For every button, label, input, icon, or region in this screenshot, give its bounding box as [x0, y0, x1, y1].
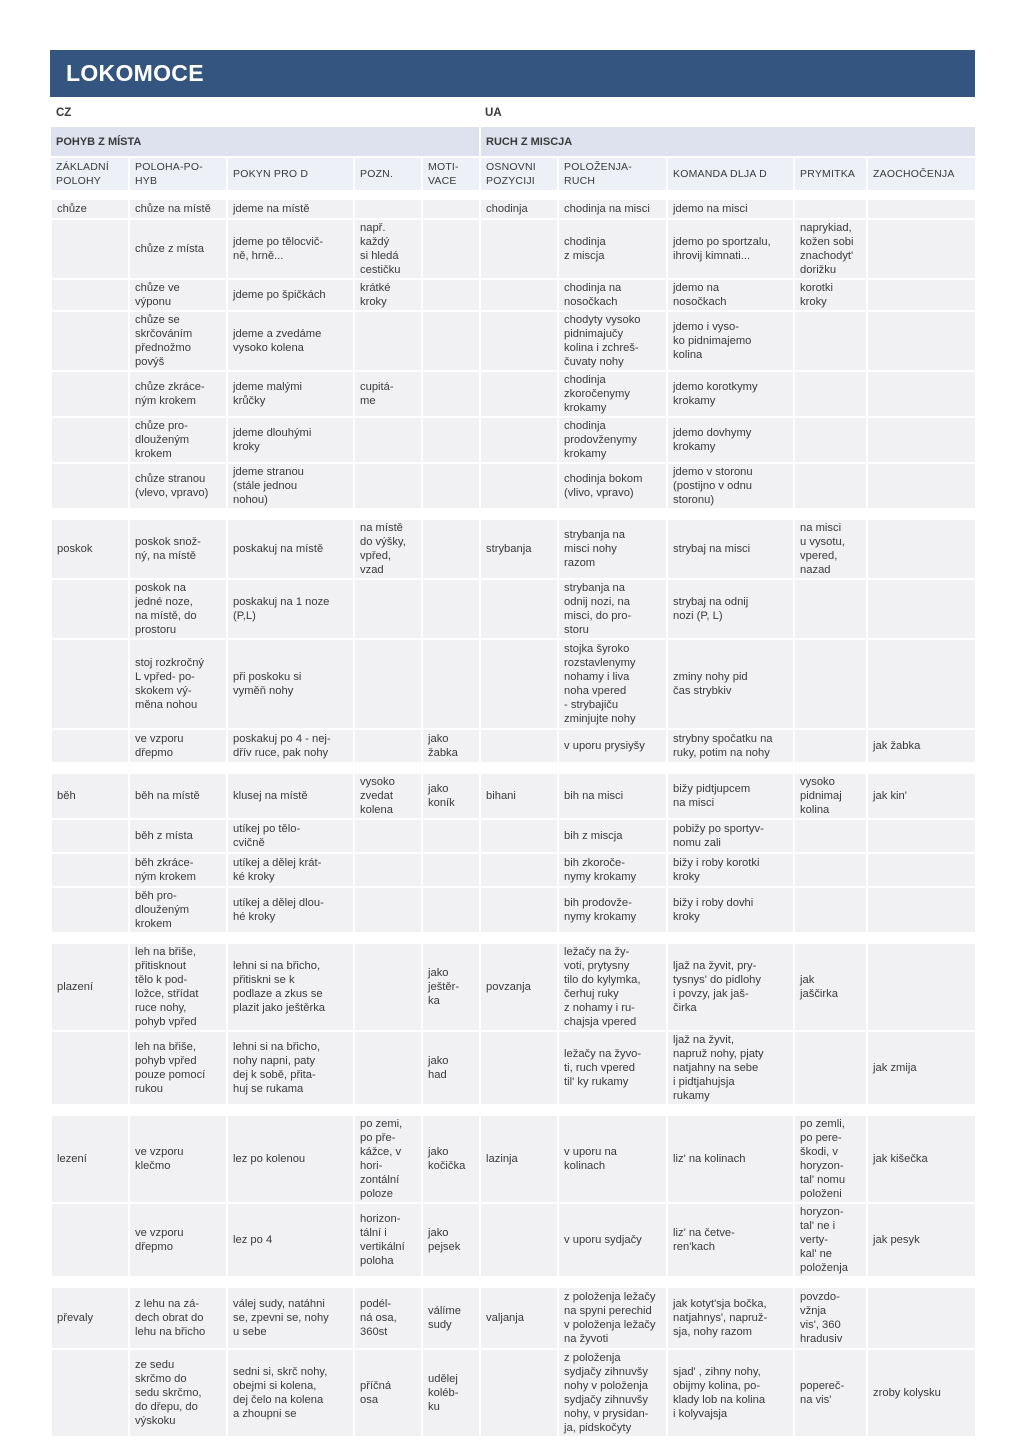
table-cell	[867, 219, 976, 279]
table-cell: ve vzporu dřepmo	[129, 729, 227, 763]
group-gap-cell	[51, 763, 976, 773]
table-cell	[867, 417, 976, 463]
table-cell	[480, 729, 558, 763]
table-cell: leh na břiše, pohyb vpřed pouze pomocí rukou	[129, 1031, 227, 1105]
table-cell: utíkej a dělej dlou- hé kroky	[227, 887, 354, 933]
table-cell: jak kotyt'sja bočka, natjahnys', napruž- sja, nohy razom	[667, 1287, 794, 1349]
table-row	[51, 819, 976, 853]
group-gap	[51, 763, 976, 773]
table-cell: chůze na místě	[129, 199, 227, 219]
table-cell	[422, 199, 480, 219]
table-row	[51, 943, 976, 1031]
table-cell: poskakuj na 1 noze (P,L)	[227, 579, 354, 639]
table-cell	[867, 943, 976, 1031]
table-cell	[51, 887, 129, 933]
table-cell	[794, 1031, 867, 1105]
table-cell: ze sedu skrčmo do sedu skrčmo, do dřepu, do výskoku	[129, 1349, 227, 1437]
table-cell: jdemo po sportzalu, ihrovij kimnati...	[667, 219, 794, 279]
table-cell: jdeme po špičkách	[227, 279, 354, 311]
table-cell	[480, 639, 558, 729]
table-cell: ljaž na žyvit, pry- tysnys' do pidlohy i povzy, jak jaš- čirka	[667, 943, 794, 1031]
table-row	[51, 773, 976, 819]
column-header-row	[51, 157, 976, 190]
table-cell	[480, 219, 558, 279]
table-cell	[867, 463, 976, 509]
table-cell	[422, 639, 480, 729]
table-row	[51, 1115, 976, 1203]
table-cell: chodinja bokom (vlivo, vpravo)	[558, 463, 667, 509]
table-cell: jak žabka	[867, 729, 976, 763]
table-cell: horyzon- tal' ne i verty- kal' ne položenja	[794, 1203, 867, 1277]
table-cell	[867, 819, 976, 853]
table-cell: v uporu na kolinach	[558, 1115, 667, 1203]
table-cell: běh na místě	[129, 773, 227, 819]
table-cell	[354, 819, 422, 853]
table-cell	[354, 729, 422, 763]
group-gap	[51, 1105, 976, 1115]
table-cell: horizon- tální i vertikální poloha	[354, 1203, 422, 1277]
table-cell: válej sudy, natáhni se, zpevni se, nohy u sebe	[227, 1287, 354, 1349]
table-cell: podél- ná osa, 360st	[354, 1287, 422, 1349]
table-cell: po zemli, po pere- škodi, v horyzon- tal' nomu položeni	[794, 1115, 867, 1203]
table-cell: lazinja	[480, 1115, 558, 1203]
table-cell: jak kin'	[867, 773, 976, 819]
table-cell: běh zkráce- ným krokem	[129, 853, 227, 887]
column-header: ZAOCHOČENJA	[867, 157, 976, 190]
table-row	[51, 519, 976, 579]
table-cell: naprykiad, kožen sobi znachodyt' dorižku	[794, 219, 867, 279]
table-cell: jdemo i vyso- ko pidnimajemo kolina	[667, 311, 794, 371]
table-cell: jdeme malými krůčky	[227, 371, 354, 417]
table-cell: leh na břiše, přitisknout tělo k pod- ložce, střídat ruce nohy, pohyb vpřed	[129, 943, 227, 1031]
table-cell: chůze se skrčováním přednožmo povýš	[129, 311, 227, 371]
column-header: KOMANDA DLJA D	[667, 157, 794, 190]
table-cell: válíme sudy	[422, 1287, 480, 1349]
section-ua: RUCH Z MISCJA	[480, 127, 976, 157]
table-cell	[480, 417, 558, 463]
table-cell	[354, 463, 422, 509]
table-cell	[480, 887, 558, 933]
table-cell: chůze ve výponu	[129, 279, 227, 311]
table-cell	[354, 417, 422, 463]
group-gap	[51, 509, 976, 519]
table-cell: popereč- na vis'	[794, 1349, 867, 1437]
table-cell	[51, 311, 129, 371]
table-cell	[867, 371, 976, 417]
table-cell: po zemi, po pře- kážce, v hori- zontální poloze	[354, 1115, 422, 1203]
table-cell: chůze z místa	[129, 219, 227, 279]
table-cell	[51, 1203, 129, 1277]
table-cell: chůze pro- dlouženým krokem	[129, 417, 227, 463]
table-cell: bih z miscja	[558, 819, 667, 853]
table-row	[51, 887, 976, 933]
table-cell: chůze	[51, 199, 129, 219]
table-cell: plazení	[51, 943, 129, 1031]
table-cell	[794, 463, 867, 509]
table-cell	[51, 819, 129, 853]
table-cell: ve vzporu dřepmo	[129, 1203, 227, 1277]
table-row	[51, 1287, 976, 1349]
table-cell	[794, 639, 867, 729]
table-row	[51, 279, 976, 311]
table-cell	[480, 463, 558, 509]
table-cell	[867, 1287, 976, 1349]
table-cell	[51, 1349, 129, 1437]
table-cell	[51, 371, 129, 417]
table-cell: povzanja	[480, 943, 558, 1031]
table-cell	[51, 417, 129, 463]
table-cell	[422, 371, 480, 417]
group-gap-cell	[51, 1105, 976, 1115]
table-cell: jdemo na nosočkach	[667, 279, 794, 311]
table-cell	[51, 1031, 129, 1105]
table-cell: běh	[51, 773, 129, 819]
table-cell	[867, 199, 976, 219]
table-row	[51, 1349, 976, 1437]
table-cell	[867, 279, 976, 311]
table-cell: jako kočička	[422, 1115, 480, 1203]
table-cell	[422, 417, 480, 463]
table-cell: chůze stranou (vlevo, vpravo)	[129, 463, 227, 509]
table-cell: jdeme po tělocvič- ně, hrně...	[227, 219, 354, 279]
table-cell	[354, 943, 422, 1031]
table-cell	[422, 463, 480, 509]
table-cell	[51, 279, 129, 311]
table-cell: jako had	[422, 1031, 480, 1105]
table-cell	[794, 819, 867, 853]
table-cell	[354, 639, 422, 729]
table-row	[51, 371, 976, 417]
table-cell	[51, 579, 129, 639]
table-cell: lehni si na břicho, přitiskni se k podlaze a zkus se plazit jako ještěrka	[227, 943, 354, 1031]
table-cell	[867, 311, 976, 371]
table-cell: z položenja sydjačy zihnuvšy nohy v položenja sydjačy zihnuvšy nohy, v prysidan- ja, pidskočyty	[558, 1349, 667, 1437]
table-cell: utíkej a dělej krát- ké kroky	[227, 853, 354, 887]
table-cell	[422, 579, 480, 639]
table-cell: bižy pidtjupcem na misci	[667, 773, 794, 819]
table-cell	[480, 579, 558, 639]
table-cell: jdemo dovhymy krokamy	[667, 417, 794, 463]
table-row	[51, 1031, 976, 1105]
table-cell	[794, 729, 867, 763]
table-cell: krátké kroky	[354, 279, 422, 311]
table-cell: jako koník	[422, 773, 480, 819]
table-cell: běh z místa	[129, 819, 227, 853]
table-cell: valjanja	[480, 1287, 558, 1349]
table-row	[51, 579, 976, 639]
table-cell: strybanja	[480, 519, 558, 579]
table-cell: v uporu prysiyšy	[558, 729, 667, 763]
table-cell: lezení	[51, 1115, 129, 1203]
column-header: POZN.	[354, 157, 422, 190]
table-cell	[51, 463, 129, 509]
group-gap-cell	[51, 1277, 976, 1287]
table-cell: zminy nohy pid čas strybkiv	[667, 639, 794, 729]
table-row	[51, 199, 976, 219]
table-cell: poskok na jedné noze, na místě, do prostoru	[129, 579, 227, 639]
table-cell: sedni si, skrč nohy, obejmi si kolena, dej čelo na kolena a zhoupni se	[227, 1349, 354, 1437]
table-cell: sjad' , zihny nohy, obijmy kolina, po- klady lob na kolina i kolyvajsja	[667, 1349, 794, 1437]
table-cell: strybaj na odnij nozi (P, L)	[667, 579, 794, 639]
table-cell: ljaž na žyvit, napruž nohy, pjaty natjahny na sebe i pidtjahujsja rukamy	[667, 1031, 794, 1105]
table-row	[51, 1203, 976, 1277]
table-cell: cupitá- me	[354, 371, 422, 417]
table-cell	[480, 1203, 558, 1277]
table-cell: jak pesyk	[867, 1203, 976, 1277]
table-row	[51, 729, 976, 763]
table-cell: vysoko zvedat kolena	[354, 773, 422, 819]
table-cell: lehni si na břicho, nohy napni, paty dej k sobě, přita- huj se rukama	[227, 1031, 354, 1105]
table-cell: povzdo- vžnja vis', 360 hradusiv	[794, 1287, 867, 1349]
table-cell: ve vzporu klečmo	[129, 1115, 227, 1203]
section-cz: POHYB Z MÍSTA	[51, 127, 480, 157]
table-cell: jak jaščirka	[794, 943, 867, 1031]
table-cell: strybaj na misci	[667, 519, 794, 579]
table-cell: z položenja ležačy na spyni perechid v položenja ležačy na žyvoti	[558, 1287, 667, 1349]
table-cell: utíkej po tělo- cvičně	[227, 819, 354, 853]
table-cell: jdeme stranou (stále jednou nohou)	[227, 463, 354, 509]
title-bar	[50, 50, 975, 97]
table-cell: při poskoku si vyměň nohy	[227, 639, 354, 729]
table-cell: bih na misci	[558, 773, 667, 819]
table-cell	[867, 519, 976, 579]
column-header: POLOŽENJA- RUCH	[558, 157, 667, 190]
table-cell	[51, 729, 129, 763]
table-cell: chodinja prodovženymy krokamy	[558, 417, 667, 463]
table-cell	[354, 199, 422, 219]
column-header: OSNOVNI POZYCIJI	[480, 157, 558, 190]
table-cell: jdeme dlouhými kroky	[227, 417, 354, 463]
table-cell: jako ještěr- ka	[422, 943, 480, 1031]
table-cell	[867, 579, 976, 639]
table-cell	[867, 639, 976, 729]
table-row	[51, 311, 976, 371]
table-cell: jak kišečka	[867, 1115, 976, 1203]
table-cell	[480, 279, 558, 311]
table-cell: bih prodovže- nymy krokamy	[558, 887, 667, 933]
table-cell: bižy i roby korotki kroky	[667, 853, 794, 887]
table-cell	[422, 887, 480, 933]
table-cell: chodinja zkoročenymy krokamy	[558, 371, 667, 417]
table-cell: jako pejsek	[422, 1203, 480, 1277]
table-cell: vysoko pidnimaj kolina	[794, 773, 867, 819]
table-row	[51, 463, 976, 509]
table-cell	[354, 311, 422, 371]
group-gap	[51, 190, 976, 199]
group-gap	[51, 1277, 976, 1287]
table-cell: běh pro- dlouženým krokem	[129, 887, 227, 933]
lang-ua: UA	[480, 99, 976, 127]
table-cell: poskok	[51, 519, 129, 579]
table-cell: poskakuj po 4 - nej- dřív ruce, pak nohy	[227, 729, 354, 763]
table-cell	[51, 853, 129, 887]
table-cell	[794, 417, 867, 463]
table-cell	[480, 853, 558, 887]
table-cell: klusej na místě	[227, 773, 354, 819]
table-cell: bih zkoroče- nymy krokamy	[558, 853, 667, 887]
column-header: POKYN PRO D	[227, 157, 354, 190]
table-cell: příčná osa	[354, 1349, 422, 1437]
column-header: POLOHA-PO- HYB	[129, 157, 227, 190]
column-header: PRYMITKA	[794, 157, 867, 190]
table-cell	[867, 853, 976, 887]
table-cell	[422, 219, 480, 279]
table-row	[51, 639, 976, 729]
page-title: LOKOMOCE	[66, 60, 204, 86]
table-cell: chůze zkráce- ným krokem	[129, 371, 227, 417]
table-cell: na místě do výšky, vpřed, vzad	[354, 519, 422, 579]
group-gap	[51, 933, 976, 943]
language-row	[51, 99, 976, 127]
table-cell	[354, 1031, 422, 1105]
table-cell	[794, 311, 867, 371]
table-cell: jdemo korotkymy krokamy	[667, 371, 794, 417]
table-cell: chodinja	[480, 199, 558, 219]
table-cell: udělej koléb- ku	[422, 1349, 480, 1437]
table-cell: liz' na četve- ren'kach	[667, 1203, 794, 1277]
table-cell	[422, 279, 480, 311]
table-cell: jak zmija	[867, 1031, 976, 1105]
table-row	[51, 219, 976, 279]
table-cell: převaly	[51, 1287, 129, 1349]
lang-cz: CZ	[51, 99, 480, 127]
table-cell	[422, 819, 480, 853]
table-cell: z lehu na zá- dech obrat do lehu na břicho	[129, 1287, 227, 1349]
table-cell	[480, 371, 558, 417]
table-cell: korotki kroky	[794, 279, 867, 311]
column-header: MOTI- VACE	[422, 157, 480, 190]
table-cell	[480, 819, 558, 853]
table-cell: liz' na kolinach	[667, 1115, 794, 1203]
table-cell	[867, 887, 976, 933]
table-cell: lez po 4	[227, 1203, 354, 1277]
table-cell	[422, 311, 480, 371]
table-row	[51, 417, 976, 463]
table-cell	[354, 853, 422, 887]
table-cell	[480, 1031, 558, 1105]
table-cell: chodinja z miscja	[558, 219, 667, 279]
table-cell	[422, 853, 480, 887]
column-header: ZÁKLADNÍ POLOHY	[51, 157, 129, 190]
table-cell: jdemo na misci	[667, 199, 794, 219]
table-cell	[480, 311, 558, 371]
group-gap-cell	[51, 509, 976, 519]
table-cell	[794, 199, 867, 219]
table-row	[51, 853, 976, 887]
table-cell	[480, 1349, 558, 1437]
section-row	[51, 127, 976, 157]
table-cell: jdeme na místě	[227, 199, 354, 219]
table-cell	[794, 371, 867, 417]
table-cell: chodinja na misci	[558, 199, 667, 219]
table-cell: chodyty vysoko pidnimajučy kolina i zchreš- čuvaty nohy	[558, 311, 667, 371]
table-cell: ležačy na žy- voti, prytysny tilo do kylymka, čerhuj ruky z nohamy i ru- chajsja vpered	[558, 943, 667, 1031]
table-cell: jdeme a zvedáme vysoko kolena	[227, 311, 354, 371]
table-cell: bihanі	[480, 773, 558, 819]
table-cell: ležačy na žyvo- ti, ruch vpered til' ky rukamy	[558, 1031, 667, 1105]
table-cell	[794, 853, 867, 887]
table-cell	[51, 219, 129, 279]
table-cell	[794, 887, 867, 933]
table-cell	[422, 519, 480, 579]
table-cell: jako žabka	[422, 729, 480, 763]
group-gap-cell	[51, 933, 976, 943]
table-cell	[794, 579, 867, 639]
table-cell: strybny spočatku na ruky, potim na nohy	[667, 729, 794, 763]
table-cell: poskakuj na místě	[227, 519, 354, 579]
table-cell: v uporu sydjačy	[558, 1203, 667, 1277]
lokomoce-table	[50, 99, 977, 1438]
group-gap-cell	[51, 190, 976, 199]
table-cell: stojka šyroko rozstavlenymy nohamy i liva noha vpered - strybajiču zminjujte nohy	[558, 639, 667, 729]
table-cell: poskok snož- ný, na místě	[129, 519, 227, 579]
table-cell	[51, 639, 129, 729]
table-cell: např. každý si hledá cestičku	[354, 219, 422, 279]
table-cell: jdemo v storonu (postijno v odnu storonu)	[667, 463, 794, 509]
table-cell: zroby kolysku	[867, 1349, 976, 1437]
table-cell: stoj rozkročný L vpřed- po- skokem vý- měna nohou	[129, 639, 227, 729]
table-cell: strybanja na odnij nozi, na misci, do pro- storu	[558, 579, 667, 639]
table-cell	[354, 887, 422, 933]
table-cell: lez po kolenou	[227, 1115, 354, 1203]
table-cell: strybanja na misci nohy razom	[558, 519, 667, 579]
table-cell: na misci u vysotu, vpered, nazad	[794, 519, 867, 579]
table-cell	[354, 579, 422, 639]
table-cell: bižy i roby dovhi kroky	[667, 887, 794, 933]
table-cell: pobižy po sportyv- nomu zali	[667, 819, 794, 853]
table-cell: chodinja na nosočkach	[558, 279, 667, 311]
